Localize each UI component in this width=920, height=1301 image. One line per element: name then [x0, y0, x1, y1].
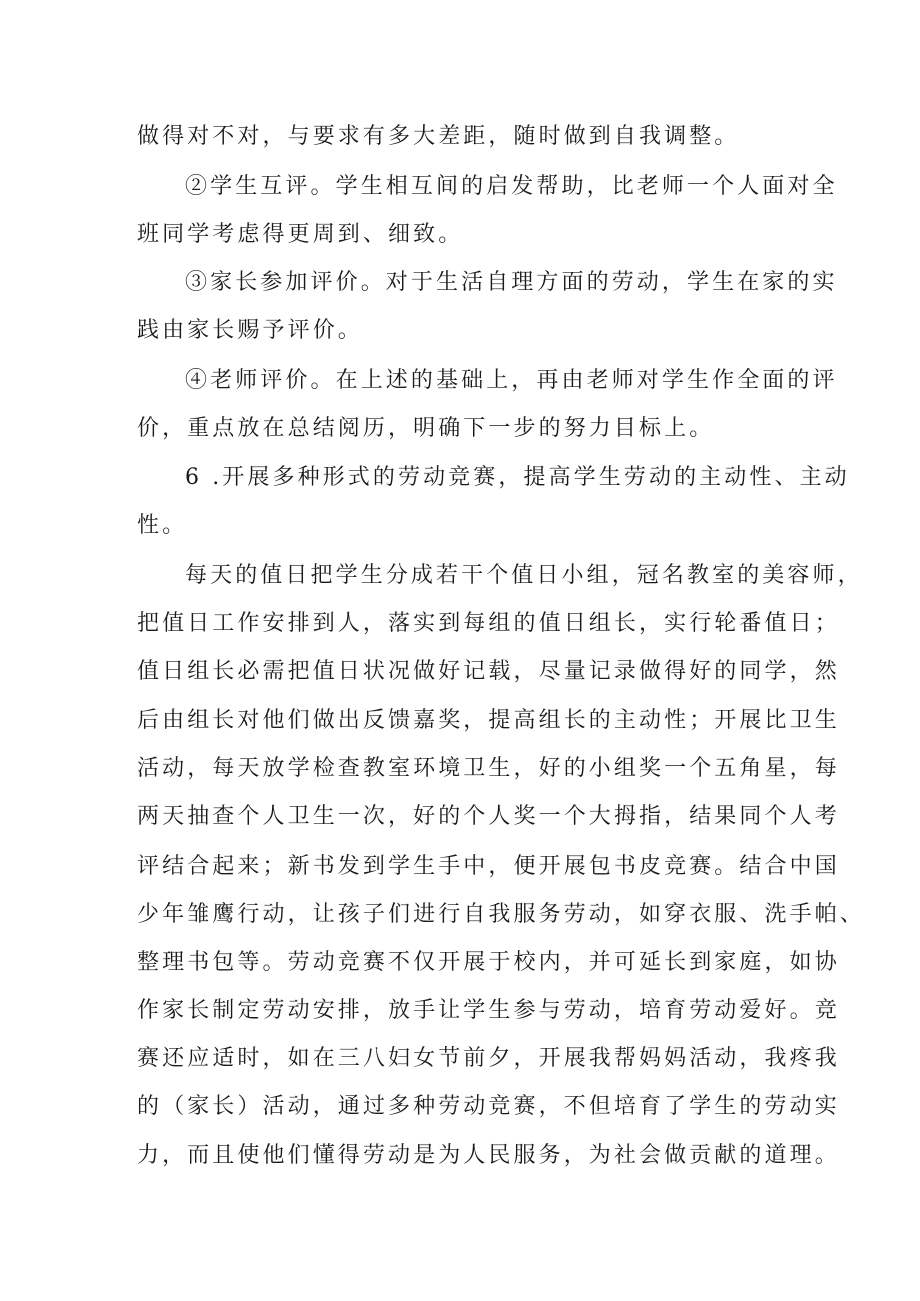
text-line-16: 评结合起来；新书发到学生手中，便开展包书皮竞赛。结合中国 [137, 854, 840, 879]
text-line-6: ④老师评价。在上述的基础上，再由老师对学生作全面的评 [185, 368, 838, 393]
text-line-20: 赛还应适时，如在三八妇女节前夕，开展我帮妈妈活动，我疼我 [137, 1046, 840, 1071]
text-line-3: 班同学考虑得更周到、细致。 [137, 222, 464, 247]
text-line-11: 把值日工作安排到人，落实到每组的值日组长，实行轮番值日； [137, 611, 840, 636]
text-line-15: 两天抽查个人卫生一次，好的个人奖一个大拇指，结果同个人考 [137, 804, 840, 829]
text-line-21: 的（家长）活动，通过多种劳动竞赛，不但培育了学生的劳动实 [137, 1094, 840, 1119]
text-line-18: 整理书包等。劳动竞赛不仅开展于校内，并可延长到家庭，如协 [137, 950, 840, 975]
text-line-2: ②学生互评。学生相互间的启发帮助，比老师一个人面对全 [185, 174, 838, 199]
text-line-19: 作家长制定劳动安排，放手让学生参与劳动，培育劳动爱好。竞 [137, 998, 840, 1023]
text-line-1: 做得对不对，与要求有多大差距，随时做到自我调整。 [137, 124, 740, 149]
text-line-8: 6 .开展多种形式的劳动竞赛，提高学生劳动的主动性、主动 [185, 465, 850, 490]
text-line-12: 值日组长必需把值日状况做好记载，尽量记录做得好的同学，然 [137, 659, 840, 684]
text-line-22: 力，而且使他们懂得劳动是为人民服务，为社会做贡献的道理。 [137, 1143, 840, 1168]
text-line-10: 每天的值日把学生分成若干个值日小组，冠名教室的美容师， [185, 563, 863, 588]
text-line-17: 少年雏鹰行动，让孩子们进行自我服务劳动，如穿衣服、洗手帕、 [137, 902, 865, 927]
text-line-14: 活动，每天放学检查教室环境卫生，好的小组奖一个五角星，每 [137, 756, 840, 781]
text-line-7: 价，重点放在总结阅历，明确下一步的努力目标上。 [137, 416, 715, 441]
text-line-4: ③家长参加评价。对于生活自理方面的劳动，学生在家的实 [185, 270, 838, 295]
text-line-13: 后由组长对他们做出反馈嘉奖，提高组长的主动性；开展比卫生 [137, 708, 840, 733]
text-line-5: 践由家长赐予评价。 [137, 318, 363, 343]
text-line-9: 性。 [137, 513, 188, 538]
